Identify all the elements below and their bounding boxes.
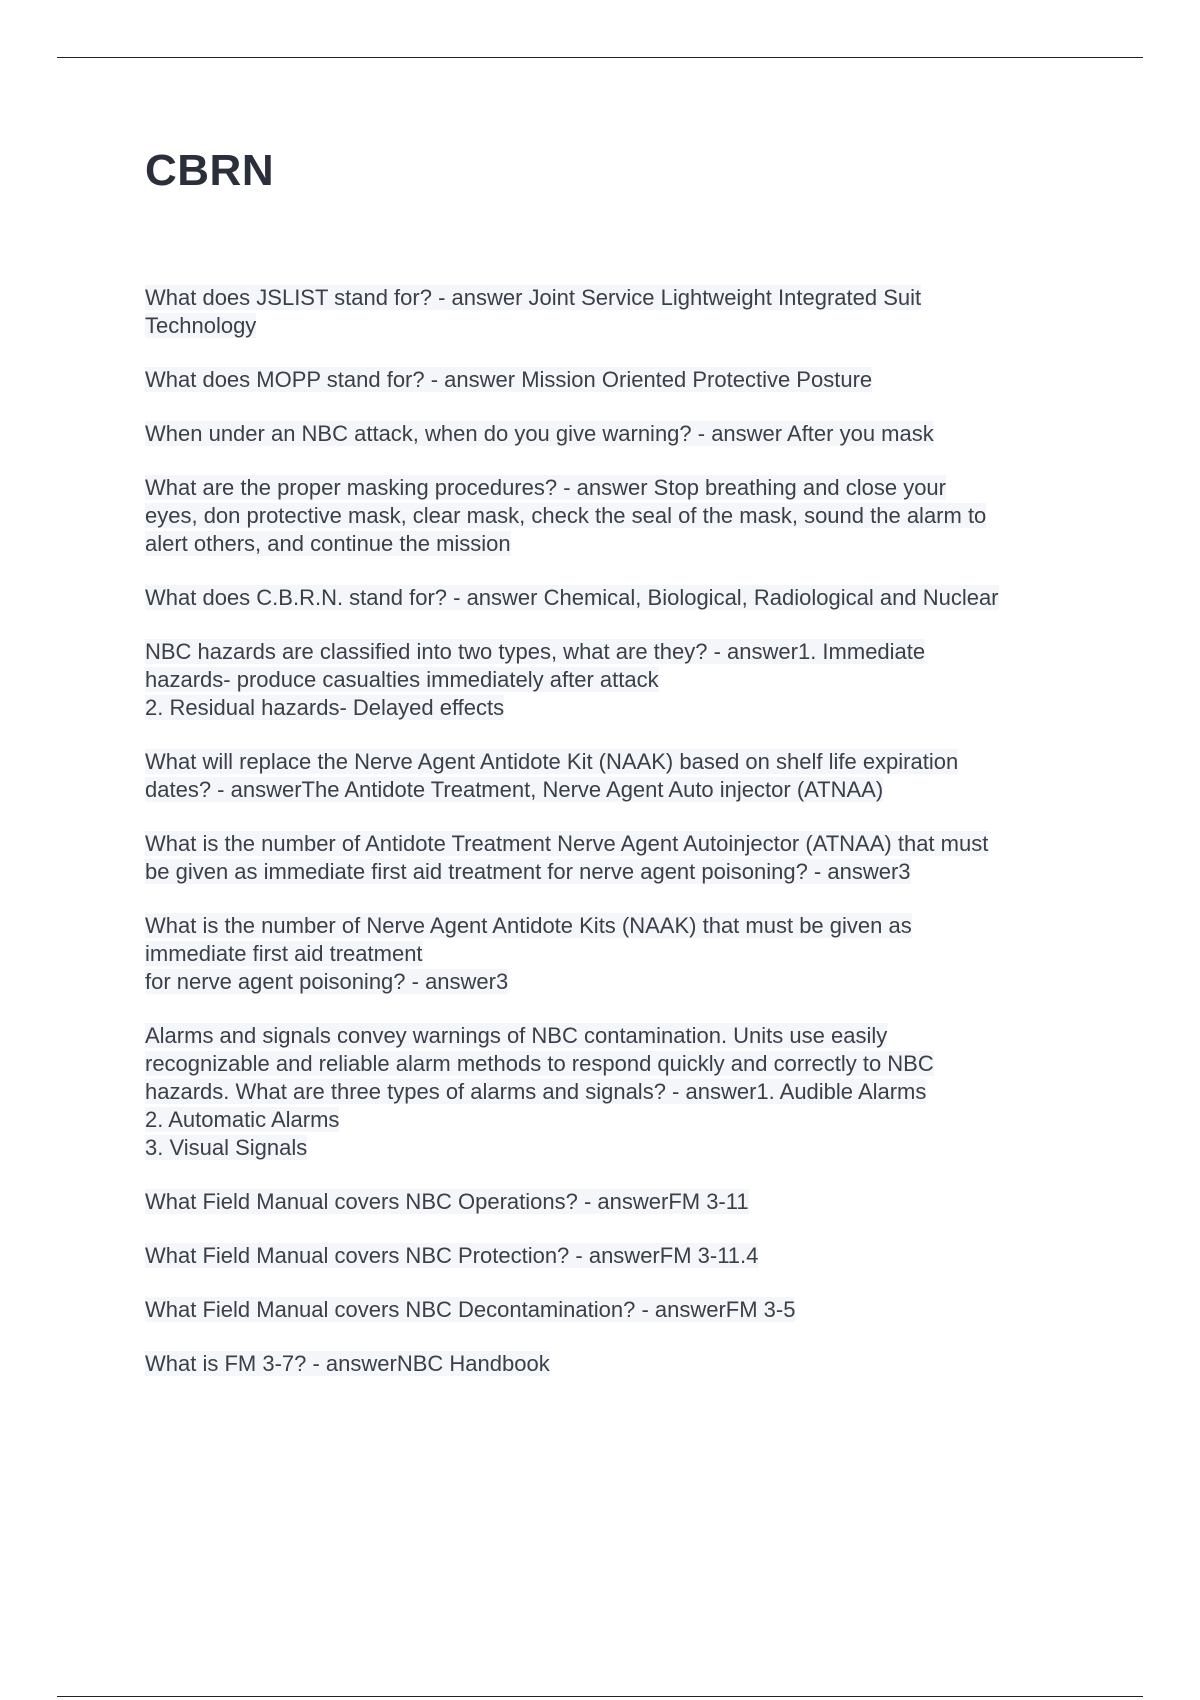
qa-line — [145, 584, 1085, 612]
qa-line — [145, 1134, 1085, 1162]
qa-line-text: What are the proper masking procedures? - answer Stop breathing and close your — [145, 475, 946, 500]
qa-line — [145, 1242, 1085, 1270]
qa-line — [145, 830, 1085, 858]
qa-line-text: immediate first aid treatment — [145, 941, 423, 966]
qa-list — [145, 284, 1085, 1404]
qa-line-text: What does C.B.R.N. stand for? - answer Chemical, Biological, Radiological and Nuclear — [145, 585, 999, 610]
top-divider — [57, 57, 1143, 58]
qa-line — [145, 1078, 1085, 1106]
qa-line-text: eyes, don protective mask, clear mask, check the seal of the mask, sound the alarm to — [145, 503, 987, 528]
qa-item — [145, 1350, 1085, 1378]
qa-line-text: When under an NBC attack, when do you give warning? - answer After you mask — [145, 421, 934, 446]
qa-line — [145, 968, 1085, 996]
qa-line-text: What does JSLIST stand for? - answer Joint Service Lightweight Integrated Suit — [145, 285, 922, 310]
qa-item — [145, 584, 1085, 612]
qa-line — [145, 1350, 1085, 1378]
qa-line — [145, 666, 1085, 694]
qa-line-text: Alarms and signals convey warnings of NBC contamination. Units use easily — [145, 1023, 888, 1048]
qa-line-text: Technology — [145, 313, 257, 338]
document-title: CBRN — [145, 146, 275, 195]
qa-item — [145, 1242, 1085, 1270]
qa-line-text: NBC hazards are classified into two types, what are they? - answer1. Immediate — [145, 639, 926, 664]
qa-line-text: for nerve agent poisoning? - answer3 — [145, 969, 509, 994]
qa-item — [145, 1022, 1085, 1162]
qa-line-text: What Field Manual covers NBC Decontamination? - answerFM 3-5 — [145, 1297, 796, 1322]
qa-line-text: 2. Residual hazards- Delayed effects — [145, 695, 505, 720]
qa-line-text: What will replace the Nerve Agent Antidote Kit (NAAK) based on shelf life expiration — [145, 749, 959, 774]
qa-line — [145, 312, 1085, 340]
bottom-divider — [57, 1696, 1143, 1697]
qa-line — [145, 912, 1085, 940]
qa-line-text: alert others, and continue the mission — [145, 531, 511, 556]
qa-item — [145, 1296, 1085, 1324]
qa-item — [145, 638, 1085, 722]
qa-line-text: What does MOPP stand for? - answer Mission Oriented Protective Posture — [145, 367, 873, 392]
qa-line — [145, 858, 1085, 886]
qa-line — [145, 420, 1085, 448]
qa-line — [145, 1022, 1085, 1050]
qa-line — [145, 638, 1085, 666]
qa-line-text: What is FM 3-7? - answerNBC Handbook — [145, 1351, 550, 1376]
qa-line — [145, 530, 1085, 558]
qa-line-text: be given as immediate first aid treatment for nerve agent poisoning? - answer3 — [145, 859, 911, 884]
qa-line — [145, 1188, 1085, 1216]
qa-line-text: recognizable and reliable alarm methods to respond quickly and correctly to NBC — [145, 1051, 934, 1076]
qa-line-text: dates? - answerThe Antidote Treatment, Nerve Agent Auto injector (ATNAA) — [145, 777, 884, 802]
qa-item — [145, 748, 1085, 804]
qa-item — [145, 912, 1085, 996]
qa-line-text: 3. Visual Signals — [145, 1135, 308, 1160]
qa-line-text: hazards. What are three types of alarms and signals? - answer1. Audible Alarms — [145, 1079, 927, 1104]
qa-line — [145, 366, 1085, 394]
qa-line-text: hazards- produce casualties immediately after attack — [145, 667, 659, 692]
qa-item — [145, 366, 1085, 394]
qa-line — [145, 1296, 1085, 1324]
qa-item — [145, 474, 1085, 558]
qa-line-text: What Field Manual covers NBC Operations? - answerFM 3-11 — [145, 1189, 749, 1214]
qa-item — [145, 1188, 1085, 1216]
qa-item — [145, 420, 1085, 448]
qa-item — [145, 830, 1085, 886]
qa-line — [145, 1050, 1085, 1078]
qa-line — [145, 776, 1085, 804]
qa-line — [145, 1106, 1085, 1134]
qa-line-text: What Field Manual covers NBC Protection? - answerFM 3-11.4 — [145, 1243, 759, 1268]
qa-line-text: What is the number of Nerve Agent Antidote Kits (NAAK) that must be given as — [145, 913, 912, 938]
qa-line — [145, 940, 1085, 968]
qa-line-text: What is the number of Antidote Treatment Nerve Agent Autoinjector (ATNAA) that must — [145, 831, 989, 856]
qa-line — [145, 474, 1085, 502]
qa-line — [145, 748, 1085, 776]
qa-line — [145, 694, 1085, 722]
qa-line — [145, 284, 1085, 312]
qa-item — [145, 284, 1085, 340]
qa-line-text: 2. Automatic Alarms — [145, 1107, 340, 1132]
qa-line — [145, 502, 1085, 530]
